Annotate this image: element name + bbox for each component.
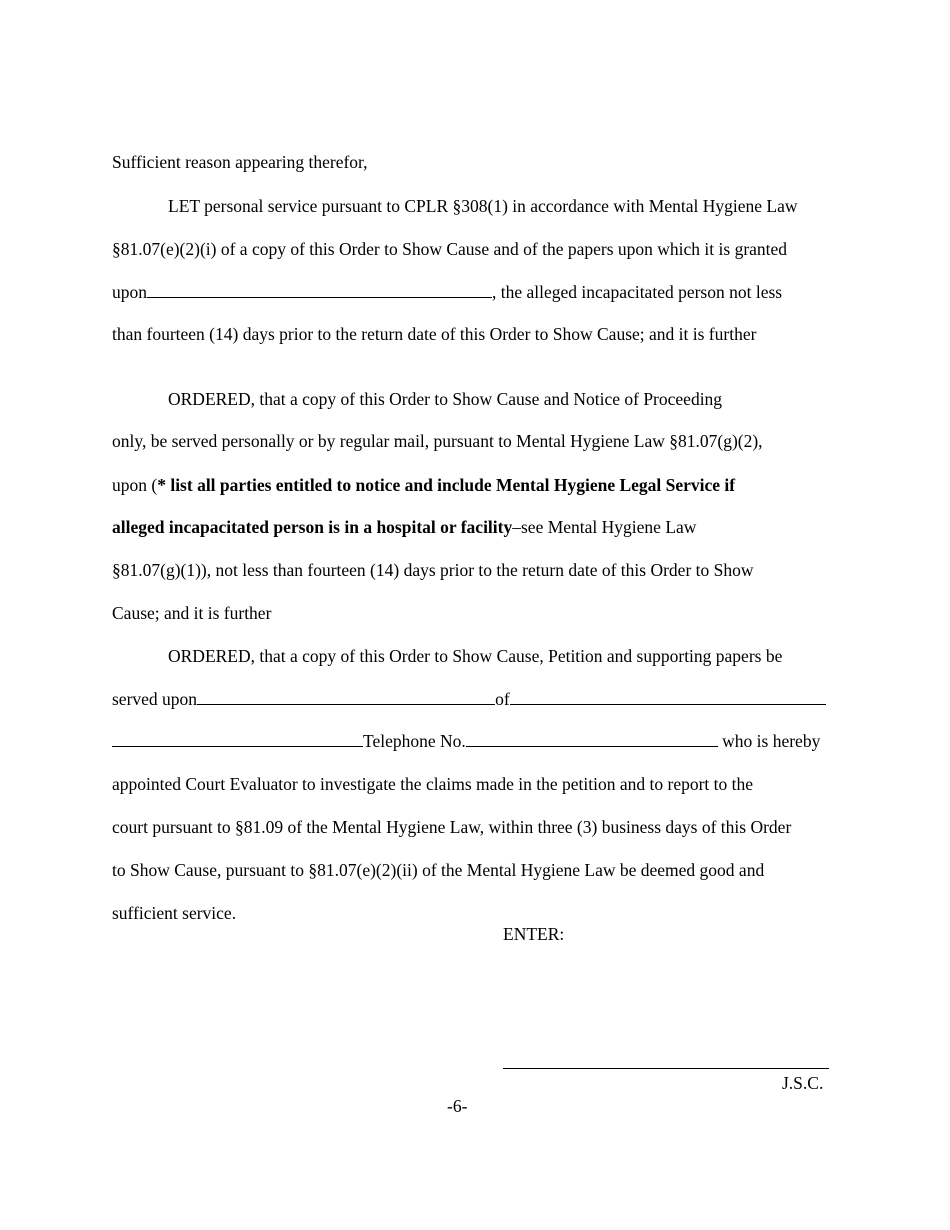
text-segment: who is hereby	[717, 731, 821, 751]
paragraph-line-2: LET personal service pursuant to CPLR §308(1) in accordance with Mental Hygiene Law	[168, 196, 798, 216]
paragraph-line-10: §81.07(g)(1)), not less than fourteen (14) days prior to the return date of this Order to Show	[112, 560, 754, 580]
text-segment: –see Mental Hygiene Law	[512, 517, 697, 537]
page-number: -6-	[447, 1096, 468, 1116]
paragraph-line-16: court pursuant to §81.09 of the Mental Hygiene Law, within three (3) business days of this Order	[112, 817, 792, 837]
paragraph-line-14	[112, 731, 820, 751]
paragraph-line-18: sufficient service.	[112, 903, 237, 923]
signature-line	[503, 1068, 829, 1069]
blank-underline-evaluator-address-2	[112, 732, 363, 747]
paragraph-line-9	[112, 517, 696, 537]
paragraph-line-1: Sufficient reason appearing therefor,	[112, 152, 368, 172]
text-segment: upon (	[112, 475, 158, 495]
paragraph-line-4	[112, 282, 782, 302]
blank-underline-served-person	[147, 283, 492, 298]
text-segment: Telephone No.	[363, 731, 466, 751]
text-segment: of	[495, 689, 510, 709]
blank-underline-telephone	[466, 732, 718, 747]
paragraph-line-11: Cause; and it is further	[112, 603, 272, 623]
paragraph-line-8	[112, 475, 735, 495]
paragraph-line-17: to Show Cause, pursuant to §81.07(e)(2)(ii) of the Mental Hygiene Law be deemed good and	[112, 860, 765, 880]
blank-underline-evaluator-address	[510, 690, 826, 705]
signature-title: J.S.C.	[782, 1073, 824, 1093]
text-segment: , the alleged incapacitated person not less	[492, 282, 783, 302]
paragraph-line-5: than fourteen (14) days prior to the return date of this Order to Show Cause; and it is further	[112, 324, 757, 344]
text-segment: upon	[112, 282, 147, 302]
paragraph-line-13	[112, 689, 826, 709]
bold-instruction: * list all parties entitled to notice and include Mental Hygiene Legal Service if	[157, 475, 736, 495]
paragraph-line-3: §81.07(e)(2)(i) of a copy of this Order to Show Cause and of the papers upon which it is granted	[112, 239, 788, 259]
text-segment: served upon	[112, 689, 198, 709]
enter-label: ENTER:	[503, 924, 565, 944]
blank-underline-evaluator-name	[197, 690, 495, 705]
paragraph-line-7: only, be served personally or by regular mail, pursuant to Mental Hygiene Law §81.07(g)(2),	[112, 431, 763, 451]
paragraph-line-15: appointed Court Evaluator to investigate the claims made in the petition and to report to the	[112, 774, 754, 794]
bold-instruction: alleged incapacitated person is in a hospital or facility	[112, 517, 513, 537]
paragraph-line-12: ORDERED, that a copy of this Order to Show Cause, Petition and supporting papers be	[168, 646, 783, 666]
paragraph-line-6: ORDERED, that a copy of this Order to Show Cause and Notice of Proceeding	[168, 389, 723, 409]
